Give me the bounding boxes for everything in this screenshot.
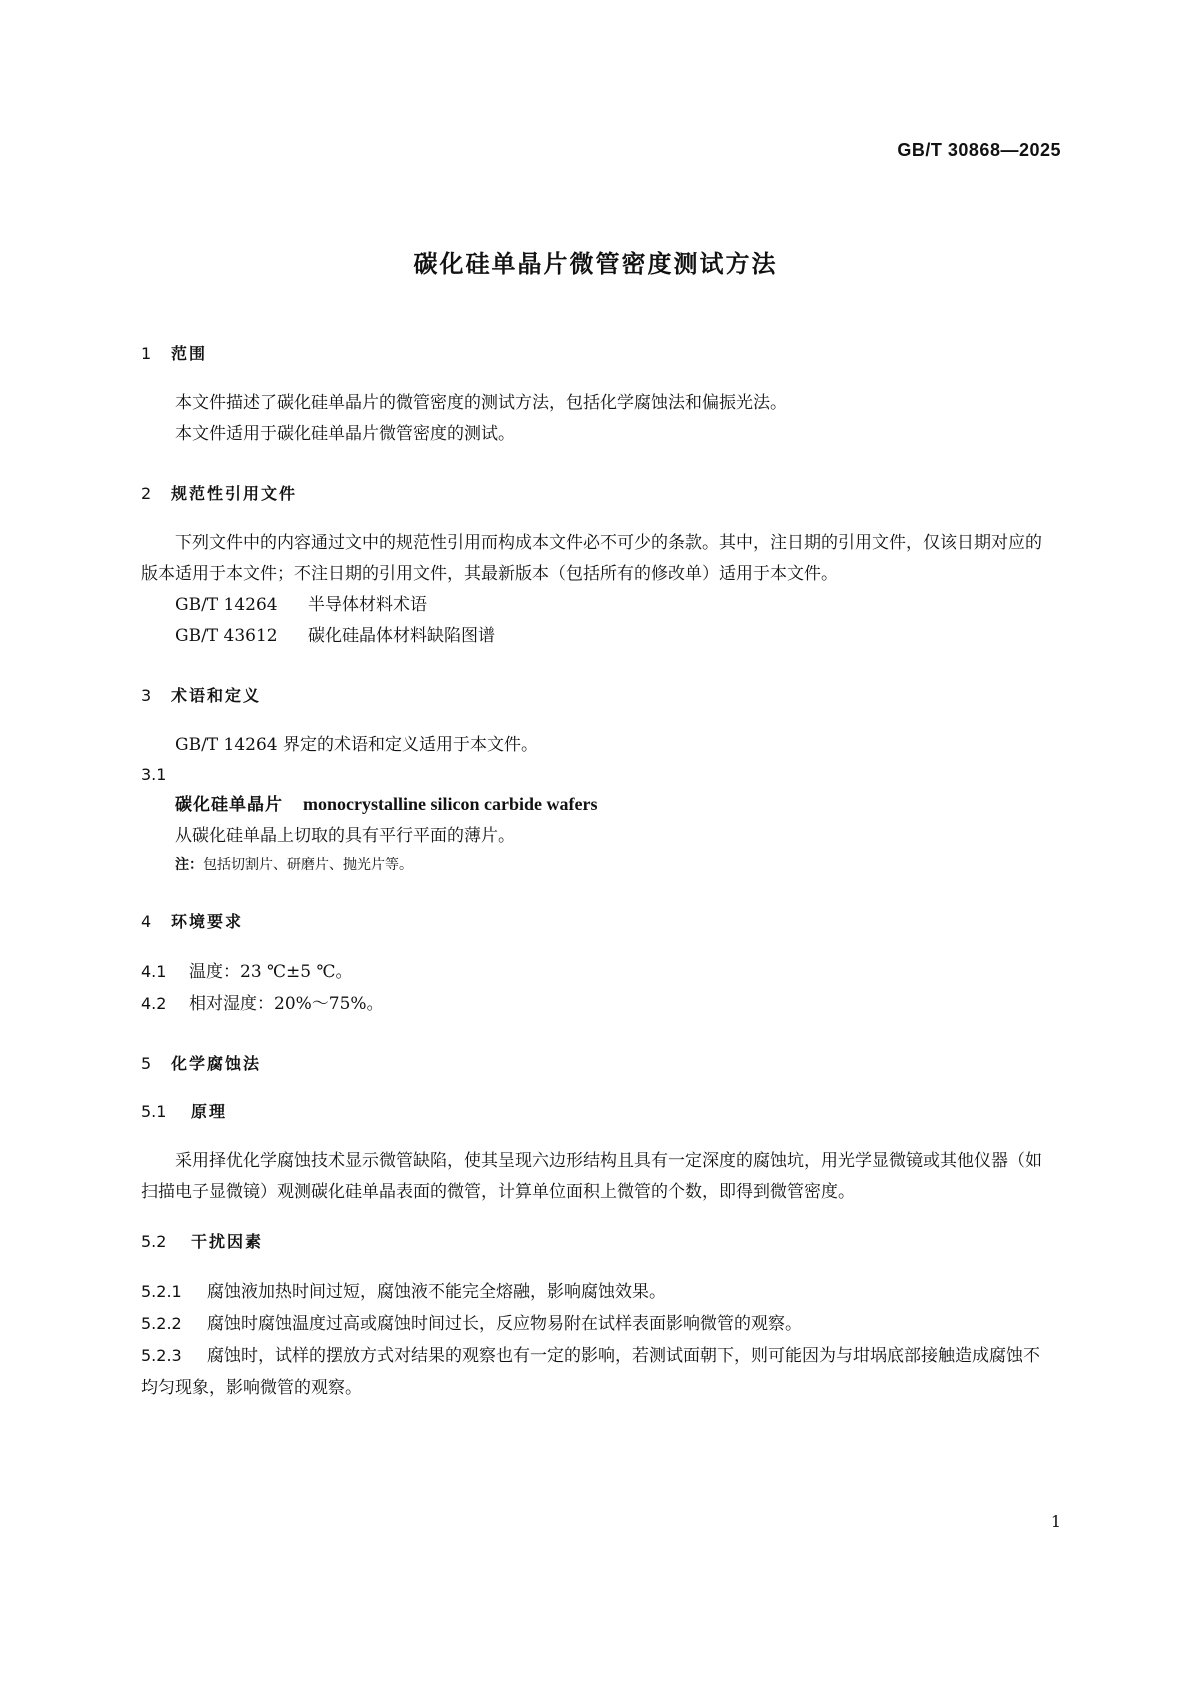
clause-item: [141, 1276, 1051, 1308]
reference-item: [141, 621, 1051, 652]
clause-number: 5.2.2: [141, 1314, 182, 1333]
paragraph: 下列文件中的内容通过文中的规范性引用而构成本文件必不可少的条款。其中，注日期的引用文件，仅该日期对应的版本适用于本文件；不注日期的引用文件，其最新版本（包括所有的修改单）适用于本文件。: [141, 533, 1042, 584]
section-3-heading: [141, 682, 1051, 710]
subsection-title: 干扰因素: [191, 1232, 264, 1251]
section-title: 范围: [171, 344, 208, 363]
clause-number: 4.2: [141, 994, 167, 1013]
section-number: 5: [141, 1054, 154, 1073]
document-body: [141, 340, 1051, 1404]
reference-title: 半导体材料术语: [308, 595, 427, 615]
section-2-heading: [141, 480, 1051, 508]
paragraph: 采用择优化学腐蚀技术显示微管缺陷，使其呈现六边形结构且具有一定深度的腐蚀坑，用光学显微镜或其他仪器（如扫描电子显微镜）观测碳化硅单晶表面的微管，计算单位面积上微管的个数，即得到微管密度。: [141, 1151, 1042, 1202]
reference-code: GB/T 43612: [175, 626, 278, 646]
clause-item: [141, 1308, 1051, 1340]
page-number: 1: [1050, 1512, 1061, 1531]
section-5-heading: [141, 1050, 1051, 1078]
section-title: 化学腐蚀法: [171, 1054, 262, 1073]
paragraph: 本文件描述了碳化硅单晶片的微管密度的测试方法，包括化学腐蚀法和偏振光法。: [175, 393, 787, 413]
note-text: 包括切割片、研磨片、抛光片等。: [203, 857, 413, 873]
standard-number: GB/T 30868—2025: [897, 140, 1061, 160]
section-title: 规范性引用文件: [171, 484, 298, 503]
subsection-number: 5.1: [141, 1102, 167, 1121]
clause-item: [141, 988, 1051, 1020]
subsection-5-2-heading: [141, 1228, 1051, 1256]
term-note: [141, 852, 1051, 878]
reference-code: GB/T 14264: [175, 595, 278, 615]
clause-number: 5.2.3: [141, 1346, 182, 1365]
reference-item: [141, 590, 1051, 621]
reference-title: 碳化硅晶体材料缺陷图谱: [308, 626, 495, 646]
clause-text: 温度：23 ℃±5 ℃。: [189, 962, 353, 982]
document-title: 碳化硅单晶片微管密度测试方法: [413, 250, 778, 278]
term-number: 3.1: [141, 765, 167, 784]
paragraph: 本文件适用于碳化硅单晶片微管密度的测试。: [175, 424, 515, 444]
clause-item: [141, 1340, 1051, 1404]
term-chinese: 碳化硅单晶片: [175, 795, 283, 815]
term-english: monocrystalline silicon carbide wafers: [303, 794, 598, 814]
section-number: 2: [141, 484, 154, 503]
subsection-5-1-heading: [141, 1098, 1051, 1126]
section-number: 1: [141, 344, 154, 363]
clause-text: 腐蚀时腐蚀温度过高或腐蚀时间过长，反应物易附在试样表面影响微管的观察。: [207, 1314, 802, 1334]
section-4-heading: [141, 908, 1051, 936]
clause-text: 相对湿度：20%～75%。: [189, 994, 384, 1014]
clause-text: 腐蚀液加热时间过短，腐蚀液不能完全熔融，影响腐蚀效果。: [207, 1282, 666, 1302]
section-number: 3: [141, 686, 154, 705]
section-number: 4: [141, 912, 154, 931]
section-title: 环境要求: [171, 912, 244, 931]
clause-number: 5.2.1: [141, 1282, 182, 1301]
section-title: 术语和定义: [171, 686, 262, 705]
subsection-title: 原理: [191, 1102, 228, 1121]
subsection-number: 5.2: [141, 1232, 167, 1251]
note-label: 注：: [175, 857, 203, 873]
clause-number: 4.1: [141, 962, 167, 981]
clause-text: 腐蚀时，试样的摆放方式对结果的观察也有一定的影响，若测试面朝下，则可能因为与坩埚底部接触造成腐蚀不均匀现象，影响微管的观察。: [141, 1346, 1040, 1398]
clause-item: [141, 956, 1051, 988]
term-definition: 从碳化硅单晶上切取的具有平行平面的薄片。: [175, 826, 515, 846]
section-1-heading: [141, 340, 1051, 368]
paragraph: GB/T 14264 界定的术语和定义适用于本文件。: [175, 735, 539, 755]
term-entry: [141, 789, 1051, 821]
